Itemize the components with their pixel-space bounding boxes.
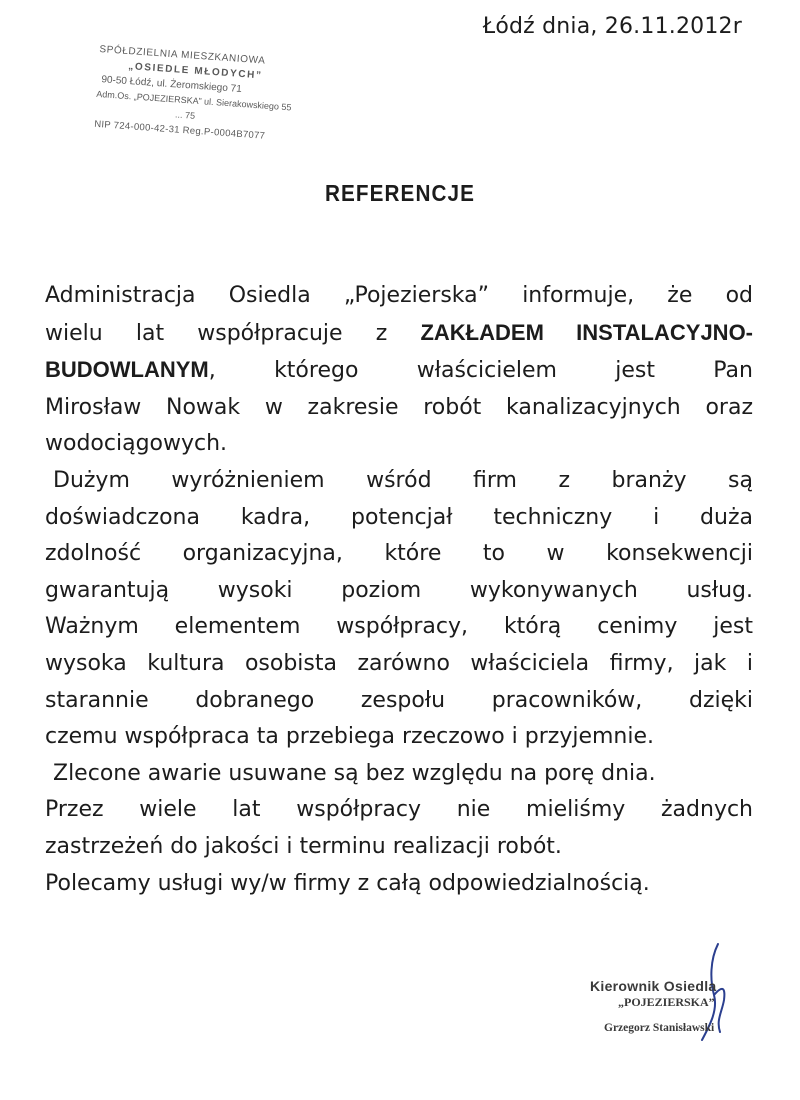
company-name-bold: ZAKŁADEM INSTALACYJNO- [420, 319, 754, 345]
body-line: Administracja Osiedla „Pojezierska” informuje, że od [45, 283, 753, 308]
date-line: Łódź dnia, 26.11.2012r [482, 14, 742, 39]
body-line: zdolność organizacyjna, które to w konsekwencji [45, 541, 753, 567]
body-line: Polecamy usługi wy/w firmy z całą odpowiedzialnością. [45, 870, 650, 896]
body-line: Zlecone awarie usuwane są bez względu na porę dnia. [53, 760, 656, 786]
stamp-line: SPÓŁDZIELNIA MIESZKANIOWA [99, 43, 266, 67]
body-line: starannie dobranego zespołu pracowników, dzięki [45, 687, 753, 713]
body-line [45, 315, 753, 353]
body-line: czemu współpraca ta przebiega rzeczowo i przyjemnie. [45, 724, 655, 750]
stamp-line: Adm.Os. „POJEZIERSKA” ul. Sierakowskiego 55 [96, 88, 292, 113]
document-title: REFERENCJE [325, 180, 475, 206]
stamp-line: ... 75 [174, 109, 196, 121]
body-line: zastrzeżeń do jakości i terminu realizacji robót. [45, 833, 562, 859]
signatory-name: Grzegorz Stanisławski [604, 1022, 715, 1034]
signatory-role: Kierownik Osiedla [590, 978, 717, 994]
body-text: , którego właścicielem jest Pan [208, 358, 753, 384]
body-line: Dużym wyróżnieniem wśród firm z branży są [53, 467, 753, 493]
body-line: doświadczona kadra, potencjał techniczny i duża [45, 504, 753, 530]
stamp-line: NIP 724-000-42-31 Reg.P-0004B7077 [93, 118, 266, 142]
body-line: Przez wiele lat współpracy nie mieliśmy żadnych [45, 797, 753, 823]
body-line: gwarantują wysoki poziom wykonywanych usług. [45, 577, 753, 603]
cooperative-stamp [94, 42, 335, 148]
body-line: wodociągowych. [45, 431, 228, 457]
body-line: Ważnym elementem współpracy, którą cenimy jest [45, 614, 753, 640]
body-line: wysoka kultura osobista zarówno właściciela firmy, jak i [45, 650, 753, 676]
signatory-unit: „POJEZIERSKA” [618, 995, 715, 1009]
signature-stamp [590, 978, 790, 1034]
body-text: wielu lat współpracuje z [45, 320, 421, 346]
stamp-line: 90-50 Łódź, ul. Żeromskiego 71 [100, 74, 243, 95]
letter-body [45, 278, 753, 902]
company-name-bold: BUDOWLANYM [45, 357, 209, 383]
body-line: Mirosław Nowak w zakresie robót kanalizacyjnych oraz [45, 394, 753, 420]
stamp-line: „OSIEDLE MŁODYCH” [127, 61, 263, 82]
body-line [45, 352, 753, 390]
